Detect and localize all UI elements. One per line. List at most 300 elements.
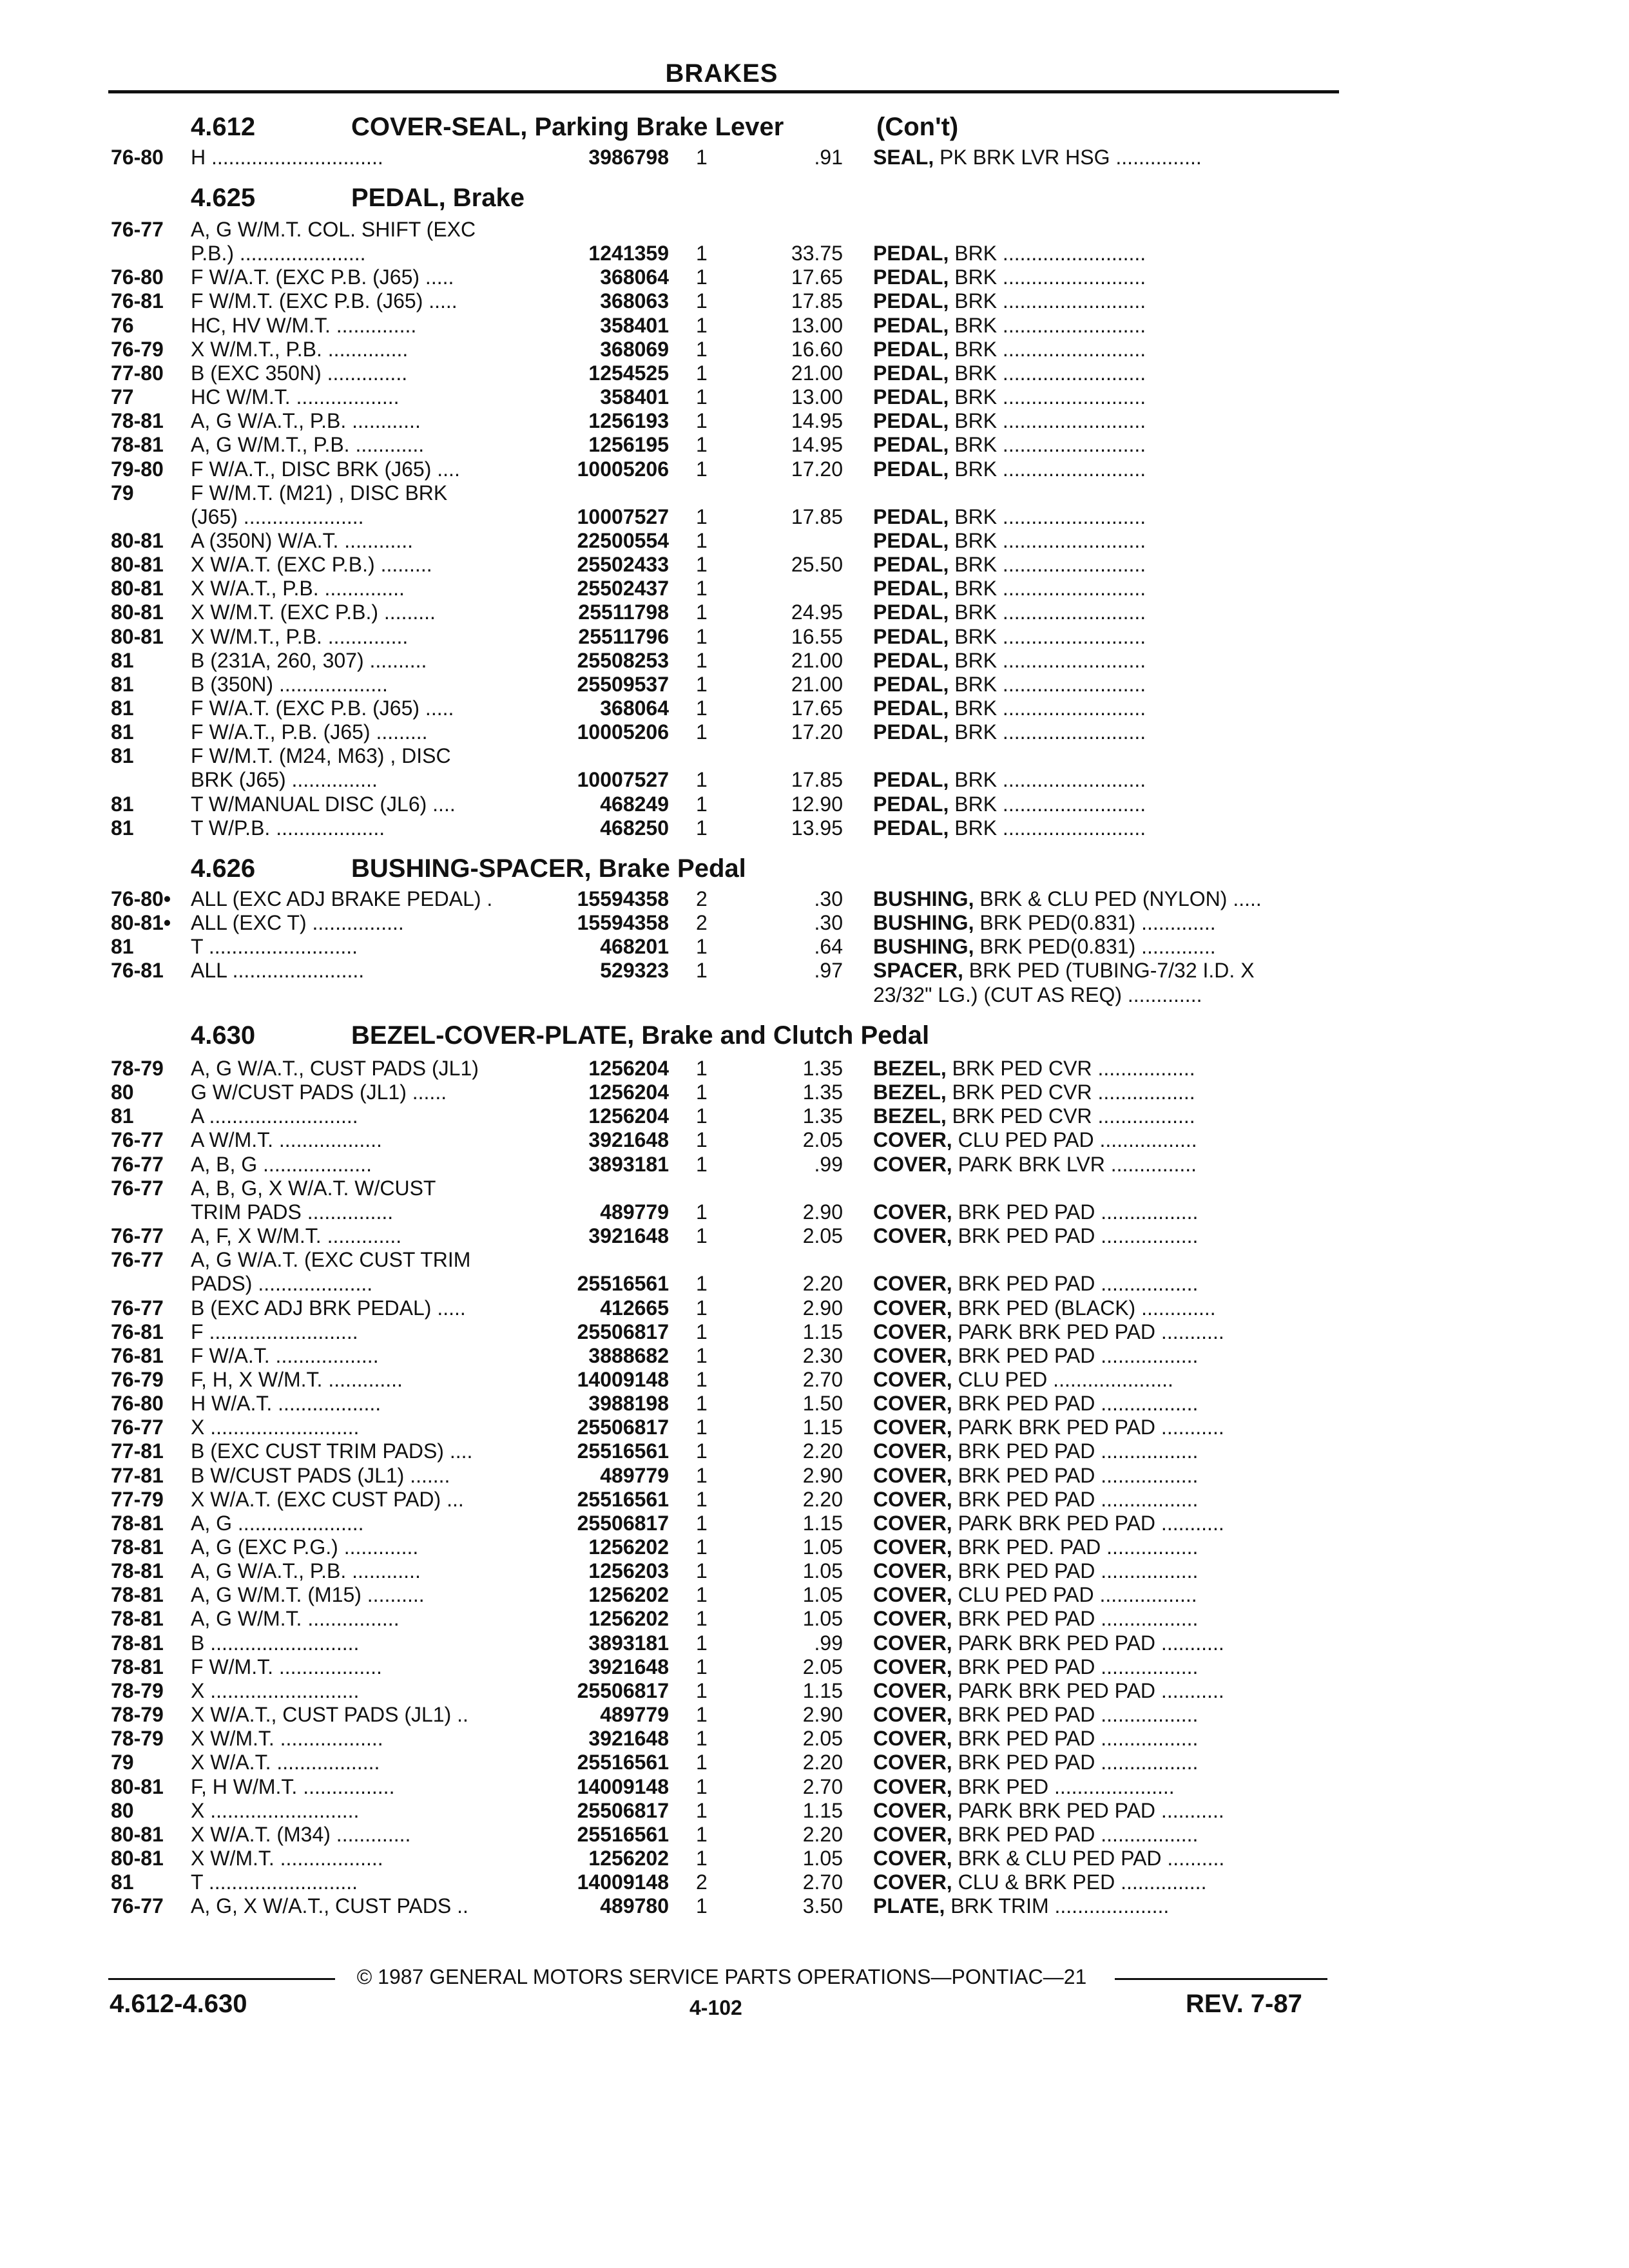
quantity: 1 xyxy=(696,337,708,361)
description-detail: BRK PED(0.831) ............. xyxy=(974,911,1216,935)
part-number: 368063 xyxy=(600,289,669,313)
application: B .......................... xyxy=(191,1631,360,1655)
quantity: 1 xyxy=(696,385,708,409)
section-continued: (Con't) xyxy=(876,113,959,141)
application: F W/M.T. (M24, M63) , DISC xyxy=(191,744,451,768)
part-number: 22500554 xyxy=(577,528,669,552)
description xyxy=(873,793,1337,816)
application: ALL (EXC ADJ BRAKE PEDAL) . xyxy=(191,887,493,910)
model-years: 76-80 xyxy=(111,265,164,289)
description-name: COVER, xyxy=(873,1416,952,1439)
part-number: 25511798 xyxy=(578,601,669,624)
description-name: COVER, xyxy=(873,1703,952,1727)
section-header xyxy=(0,853,1629,884)
description-detail: BRK PED. PAD ................ xyxy=(952,1535,1199,1559)
model-years: 76-77 xyxy=(111,218,164,241)
parts-row xyxy=(0,1392,1629,1416)
price: 1.05 xyxy=(802,1846,843,1870)
parts-row xyxy=(0,1200,1629,1224)
part-number: 25511796 xyxy=(578,624,669,648)
description-name: PEDAL, xyxy=(873,265,949,289)
part-number: 15594358 xyxy=(577,887,669,910)
quantity: 1 xyxy=(696,1104,708,1128)
price: 1.15 xyxy=(802,1511,843,1535)
parts-row xyxy=(0,1416,1629,1439)
application: F W/A.T. .................. xyxy=(191,1343,379,1367)
description-detail: BRK PED ..................... xyxy=(952,1774,1175,1798)
model-years: 80-81 xyxy=(111,1822,164,1846)
quantity: 1 xyxy=(696,1511,708,1535)
parts-row xyxy=(0,744,1629,768)
quantity: 1 xyxy=(696,313,708,337)
model-years: 80-81 xyxy=(111,577,164,601)
model-years: 76 xyxy=(111,313,134,337)
description xyxy=(873,289,1337,313)
parts-row xyxy=(0,1583,1629,1607)
price: .30 xyxy=(814,887,843,910)
description-name: COVER, xyxy=(873,1320,952,1343)
description-detail: BRK PED CVR ................. xyxy=(946,1057,1195,1080)
part-number: 25516561 xyxy=(577,1822,669,1846)
description xyxy=(873,1320,1337,1344)
section-number: 4.630 xyxy=(191,1021,256,1050)
description-detail: BRK PED PAD ................. xyxy=(952,1751,1199,1774)
description-detail: BRK ......................... xyxy=(949,720,1146,744)
part-number: 25516561 xyxy=(577,1487,669,1511)
quantity: 1 xyxy=(696,146,708,169)
application: X W/A.T. (EXC CUST PAD) ... xyxy=(191,1487,464,1511)
description xyxy=(873,553,1337,577)
model-years: 76-80 xyxy=(111,1392,164,1416)
parts-row xyxy=(0,361,1629,385)
price: .99 xyxy=(814,1152,843,1176)
price: 17.20 xyxy=(791,720,843,744)
description-name: PEDAL, xyxy=(873,361,949,385)
application: T W/MANUAL DISC (JL6) .... xyxy=(191,792,456,816)
price: 16.55 xyxy=(791,624,843,648)
section-name: BUSHING-SPACER, Brake Pedal xyxy=(351,854,746,883)
part-number: 25506817 xyxy=(577,1511,669,1535)
application: X W/A.T., CUST PADS (JL1) .. xyxy=(191,1703,468,1727)
parts-row xyxy=(0,1439,1629,1463)
description-name: PEDAL, xyxy=(873,577,949,601)
part-number: 1256202 xyxy=(588,1607,669,1631)
parts-row xyxy=(0,625,1629,649)
description xyxy=(873,1727,1337,1751)
quantity: 1 xyxy=(696,601,708,624)
quantity: 1 xyxy=(696,1320,708,1343)
description xyxy=(873,1775,1337,1799)
quantity: 1 xyxy=(696,1678,708,1702)
model-years: 76-77 xyxy=(111,1416,164,1439)
price: 1.05 xyxy=(802,1607,843,1631)
description-detail: BRK PED PAD ................. xyxy=(952,1343,1199,1367)
price: 2.20 xyxy=(802,1751,843,1774)
quantity: 1 xyxy=(696,1487,708,1511)
description-name: PEDAL, xyxy=(873,505,949,528)
description-detail: PARK BRK PED PAD ........... xyxy=(952,1631,1224,1655)
parts-row xyxy=(0,1918,1629,1942)
description-detail: BRK PED PAD ................. xyxy=(952,1487,1199,1511)
description-detail: BRK ......................... xyxy=(949,385,1146,409)
description xyxy=(873,1128,1337,1152)
application: A .......................... xyxy=(191,1104,358,1128)
model-years: 80-81• xyxy=(111,911,171,935)
description-name: PEDAL, xyxy=(873,242,949,265)
quantity: 1 xyxy=(696,1367,708,1391)
description-detail: BRK PED PAD ................. xyxy=(952,1655,1199,1678)
application: X W/M.T. (EXC P.B.) ......... xyxy=(191,601,436,624)
description-detail: BRK PED PAD ................. xyxy=(952,1703,1199,1727)
model-years: 76-77 xyxy=(111,1296,164,1320)
parts-row xyxy=(0,1272,1629,1296)
description-detail: BRK PED CVR ................. xyxy=(946,1104,1195,1128)
parts-row xyxy=(0,1823,1629,1847)
price: 17.20 xyxy=(791,457,843,481)
parts-row xyxy=(0,720,1629,744)
section-number: 4.625 xyxy=(191,184,256,212)
part-number: 14009148 xyxy=(577,1774,669,1798)
part-number: 25516561 xyxy=(577,1439,669,1463)
application: X W/A.T., P.B. .............. xyxy=(191,577,405,601)
application: A, G W/M.T. (M15) .......... xyxy=(191,1583,425,1607)
application: A, G, X W/A.T., CUST PADS .. xyxy=(191,1894,468,1918)
parts-row xyxy=(0,242,1629,265)
price: .99 xyxy=(814,1631,843,1655)
description xyxy=(873,887,1337,911)
parts-row xyxy=(0,577,1629,601)
quantity: 1 xyxy=(696,959,708,983)
part-number: 1256202 xyxy=(588,1583,669,1607)
description-detail: BRK PED PAD ................. xyxy=(952,1607,1199,1631)
price: 2.20 xyxy=(802,1272,843,1296)
quantity: 1 xyxy=(696,1846,708,1870)
description-detail: CLU & BRK PED ............... xyxy=(952,1870,1207,1894)
parts-row xyxy=(0,1104,1629,1128)
description xyxy=(873,385,1337,409)
description-detail: BRK ......................... xyxy=(949,313,1146,337)
description xyxy=(873,1799,1337,1823)
parts-row xyxy=(0,1559,1629,1583)
description-detail: BRK ......................... xyxy=(949,528,1146,552)
application: A, G W/A.T. (EXC CUST TRIM xyxy=(191,1248,471,1272)
part-number: 489779 xyxy=(600,1200,669,1224)
price: 2.70 xyxy=(802,1870,843,1894)
price: 3.50 xyxy=(802,1894,843,1918)
description xyxy=(873,649,1337,673)
application: F W/A.T., P.B. (J65) ......... xyxy=(191,720,428,744)
application: X .......................... xyxy=(191,1678,360,1702)
parts-row xyxy=(0,1488,1629,1512)
application: A, G W/M.T. COL. SHIFT (EXC xyxy=(191,218,476,241)
parts-row xyxy=(0,1847,1629,1870)
description xyxy=(873,601,1337,624)
description xyxy=(873,697,1337,720)
description xyxy=(873,673,1337,697)
model-years: 76-77 xyxy=(111,1248,164,1272)
description-name: COVER, xyxy=(873,1607,952,1631)
description xyxy=(873,1344,1337,1368)
section-header xyxy=(0,111,1629,142)
part-number: 25516561 xyxy=(577,1751,669,1774)
description-detail: BRK PED PAD ................. xyxy=(952,1463,1199,1487)
price: 2.05 xyxy=(802,1727,843,1751)
part-number: 25508253 xyxy=(577,648,669,672)
section-name: PEDAL, Brake xyxy=(351,184,525,212)
price: 17.85 xyxy=(791,289,843,313)
footer-copyright: © 1987 GENERAL MOTORS SERVICE PARTS OPERATIONS—PONTIAC—21 xyxy=(356,1965,1087,1988)
description xyxy=(873,1679,1337,1703)
quantity: 2 xyxy=(696,1870,708,1894)
price: 1.50 xyxy=(802,1392,843,1416)
description-detail: PARK BRK PED PAD ........... xyxy=(952,1320,1224,1343)
application: X W/M.T., P.B. .............. xyxy=(191,337,409,361)
model-years: 80 xyxy=(111,1081,134,1104)
quantity: 1 xyxy=(696,1583,708,1607)
price: 2.20 xyxy=(802,1487,843,1511)
model-years: 81 xyxy=(111,697,134,720)
price: 13.00 xyxy=(791,313,843,337)
description xyxy=(873,768,1337,792)
parts-row xyxy=(0,505,1629,529)
application: B (EXC ADJ BRK PEDAL) ..... xyxy=(191,1296,466,1320)
description-detail: BRK PED PAD ................. xyxy=(952,1439,1199,1463)
parts-row xyxy=(0,385,1629,409)
quantity: 1 xyxy=(696,1128,708,1152)
application: HC, HV W/M.T. .............. xyxy=(191,313,417,337)
quantity: 1 xyxy=(696,1057,708,1080)
application: A, G W/A.T., CUST PADS (JL1) xyxy=(191,1057,479,1080)
description-name: COVER, xyxy=(873,1751,952,1774)
model-years: 76-80• xyxy=(111,887,171,910)
description xyxy=(873,1392,1337,1416)
model-years: 80 xyxy=(111,1798,134,1822)
description xyxy=(873,529,1337,553)
application: A, G W/M.T. ................ xyxy=(191,1607,400,1631)
price: 2.05 xyxy=(802,1224,843,1248)
model-years: 80-81 xyxy=(111,1774,164,1798)
price: 1.15 xyxy=(802,1416,843,1439)
price: 21.00 xyxy=(791,672,843,696)
description-name: PLATE, xyxy=(873,1894,945,1918)
price: 1.15 xyxy=(802,1678,843,1702)
description xyxy=(873,577,1337,601)
model-years: 78-81 xyxy=(111,1535,164,1559)
parts-row xyxy=(0,529,1629,553)
model-years: 77-80 xyxy=(111,361,164,385)
parts-row xyxy=(0,1727,1629,1751)
description-detail: BRK ......................... xyxy=(949,361,1146,385)
description-name: COVER, xyxy=(873,1822,952,1846)
description-detail: BRK ......................... xyxy=(949,457,1146,481)
description-name: COVER, xyxy=(873,1439,952,1463)
quantity: 1 xyxy=(696,242,708,265)
parts-row xyxy=(0,911,1629,935)
description-name: COVER, xyxy=(873,1296,952,1320)
price: .30 xyxy=(814,911,843,935)
description-detail: BRK ......................... xyxy=(949,648,1146,672)
model-years: 76-80 xyxy=(111,146,164,169)
part-number: 3921648 xyxy=(588,1224,669,1248)
quantity: 1 xyxy=(696,1631,708,1655)
parts-row xyxy=(0,1057,1629,1081)
description xyxy=(873,505,1337,529)
parts-row xyxy=(0,935,1629,959)
part-number: 3893181 xyxy=(588,1152,669,1176)
model-years: 80-81 xyxy=(111,1846,164,1870)
parts-row xyxy=(0,409,1629,433)
description-name: COVER, xyxy=(873,1367,952,1391)
part-number: 14009148 xyxy=(577,1870,669,1894)
quantity: 1 xyxy=(696,265,708,289)
parts-row xyxy=(0,983,1629,1007)
description-name: PEDAL, xyxy=(873,816,949,840)
model-years: 77-81 xyxy=(111,1463,164,1487)
model-years: 80-81 xyxy=(111,528,164,552)
quantity: 1 xyxy=(696,1392,708,1416)
description xyxy=(873,1057,1337,1081)
description xyxy=(873,959,1337,983)
quantity: 1 xyxy=(696,361,708,385)
quantity: 1 xyxy=(696,409,708,433)
part-number: 1256204 xyxy=(588,1081,669,1104)
model-years: 76-77 xyxy=(111,1224,164,1248)
application: F W/M.T. (EXC P.B. (J65) ..... xyxy=(191,289,458,313)
part-number: 412665 xyxy=(600,1296,669,1320)
part-number: 358401 xyxy=(600,385,669,409)
description-name: COVER, xyxy=(873,1511,952,1535)
description-name: PEDAL, xyxy=(873,792,949,816)
model-years: 81 xyxy=(111,935,134,959)
parts-row xyxy=(0,314,1629,338)
description-name: COVER, xyxy=(873,1678,952,1702)
part-number: 1256193 xyxy=(588,409,669,433)
model-years: 78-81 xyxy=(111,1655,164,1678)
quantity: 1 xyxy=(696,577,708,601)
description-name: COVER, xyxy=(873,1128,952,1152)
price: 33.75 xyxy=(791,242,843,265)
price: 24.95 xyxy=(791,601,843,624)
description xyxy=(873,1104,1337,1128)
parts-row xyxy=(0,1368,1629,1392)
quantity: 1 xyxy=(696,553,708,577)
price: 2.70 xyxy=(802,1774,843,1798)
price: 2.30 xyxy=(802,1343,843,1367)
part-number: 25502433 xyxy=(577,553,669,577)
quantity: 1 xyxy=(696,1535,708,1559)
application: ALL (EXC T) ................ xyxy=(191,911,404,935)
description-name: BEZEL, xyxy=(873,1104,947,1128)
description-name: COVER, xyxy=(873,1343,952,1367)
parts-row xyxy=(0,146,1629,169)
parts-row xyxy=(0,553,1629,577)
description xyxy=(873,433,1337,457)
application: PADS) .................... xyxy=(191,1272,373,1296)
model-years: 78-81 xyxy=(111,1559,164,1583)
application: X .......................... xyxy=(191,1798,360,1822)
description-detail: BRK ......................... xyxy=(949,553,1146,577)
model-years: 76-81 xyxy=(111,1343,164,1367)
application: P.B.) ...................... xyxy=(191,242,366,265)
part-number: 368069 xyxy=(600,337,669,361)
quantity: 1 xyxy=(696,1894,708,1918)
description-name: COVER, xyxy=(873,1152,952,1176)
application: H .............................. xyxy=(191,146,383,169)
description-name: PEDAL, xyxy=(873,457,949,481)
description-detail: BRK PED PAD ................. xyxy=(952,1224,1199,1248)
application: A (350N) W/A.T. ............ xyxy=(191,528,413,552)
price: 1.35 xyxy=(802,1057,843,1080)
description-detail: BRK & CLU PED (NYLON) ..... xyxy=(974,887,1262,910)
description-detail: BRK ......................... xyxy=(949,792,1146,816)
description-name: COVER, xyxy=(873,1583,952,1607)
part-number: 3921648 xyxy=(588,1655,669,1678)
application: F W/M.T. .................. xyxy=(191,1655,382,1678)
description-name: BEZEL, xyxy=(873,1057,947,1080)
part-number: 1256195 xyxy=(588,433,669,457)
description xyxy=(873,1153,1337,1177)
parts-row xyxy=(0,1296,1629,1320)
parts-row xyxy=(0,457,1629,481)
price: 12.90 xyxy=(791,792,843,816)
description-detail: BRK ......................... xyxy=(949,337,1146,361)
description xyxy=(873,1583,1337,1607)
description xyxy=(873,1823,1337,1847)
description xyxy=(873,1081,1337,1104)
price: 17.65 xyxy=(791,265,843,289)
application: F, H W/M.T. ................ xyxy=(191,1774,395,1798)
model-years: 80-81 xyxy=(111,624,164,648)
price: 1.05 xyxy=(802,1535,843,1559)
quantity: 1 xyxy=(696,1224,708,1248)
part-number: 25506817 xyxy=(577,1416,669,1439)
description xyxy=(873,338,1337,361)
section-name: COVER-SEAL, Parking Brake Lever xyxy=(351,113,784,141)
model-years: 81 xyxy=(111,720,134,744)
application: X .......................... xyxy=(191,1416,360,1439)
model-years: 76-81 xyxy=(111,289,164,313)
parts-row xyxy=(0,1248,1629,1272)
parts-row xyxy=(0,1703,1629,1727)
description-name: SEAL, xyxy=(873,146,934,169)
price: 2.90 xyxy=(802,1463,843,1487)
description-detail: BRK ......................... xyxy=(949,672,1146,696)
part-number: 1256203 xyxy=(588,1559,669,1583)
application: B (EXC CUST TRIM PADS) .... xyxy=(191,1439,473,1463)
price: 17.85 xyxy=(791,768,843,792)
application: A, G ...................... xyxy=(191,1511,364,1535)
quantity: 1 xyxy=(696,1727,708,1751)
quantity: 2 xyxy=(696,887,708,910)
application: ALL ....................... xyxy=(191,959,365,983)
parts-row xyxy=(0,1153,1629,1177)
quantity: 1 xyxy=(696,1296,708,1320)
footer-section-range: 4.612-4.630 xyxy=(110,1990,247,2018)
parts-row xyxy=(0,1464,1629,1488)
parts-row xyxy=(0,793,1629,816)
price: 1.15 xyxy=(802,1798,843,1822)
model-years: 81 xyxy=(111,648,134,672)
application: BRK (J65) ............... xyxy=(191,768,378,792)
quantity: 1 xyxy=(696,1751,708,1774)
description-detail: PARK BRK PED PAD ........... xyxy=(952,1798,1224,1822)
description-name: PEDAL, xyxy=(873,409,949,433)
description xyxy=(873,1272,1337,1296)
application: X W/A.T. (EXC P.B.) ......... xyxy=(191,553,432,577)
part-number: 10005206 xyxy=(577,457,669,481)
description xyxy=(873,1368,1337,1392)
parts-row xyxy=(0,673,1629,697)
